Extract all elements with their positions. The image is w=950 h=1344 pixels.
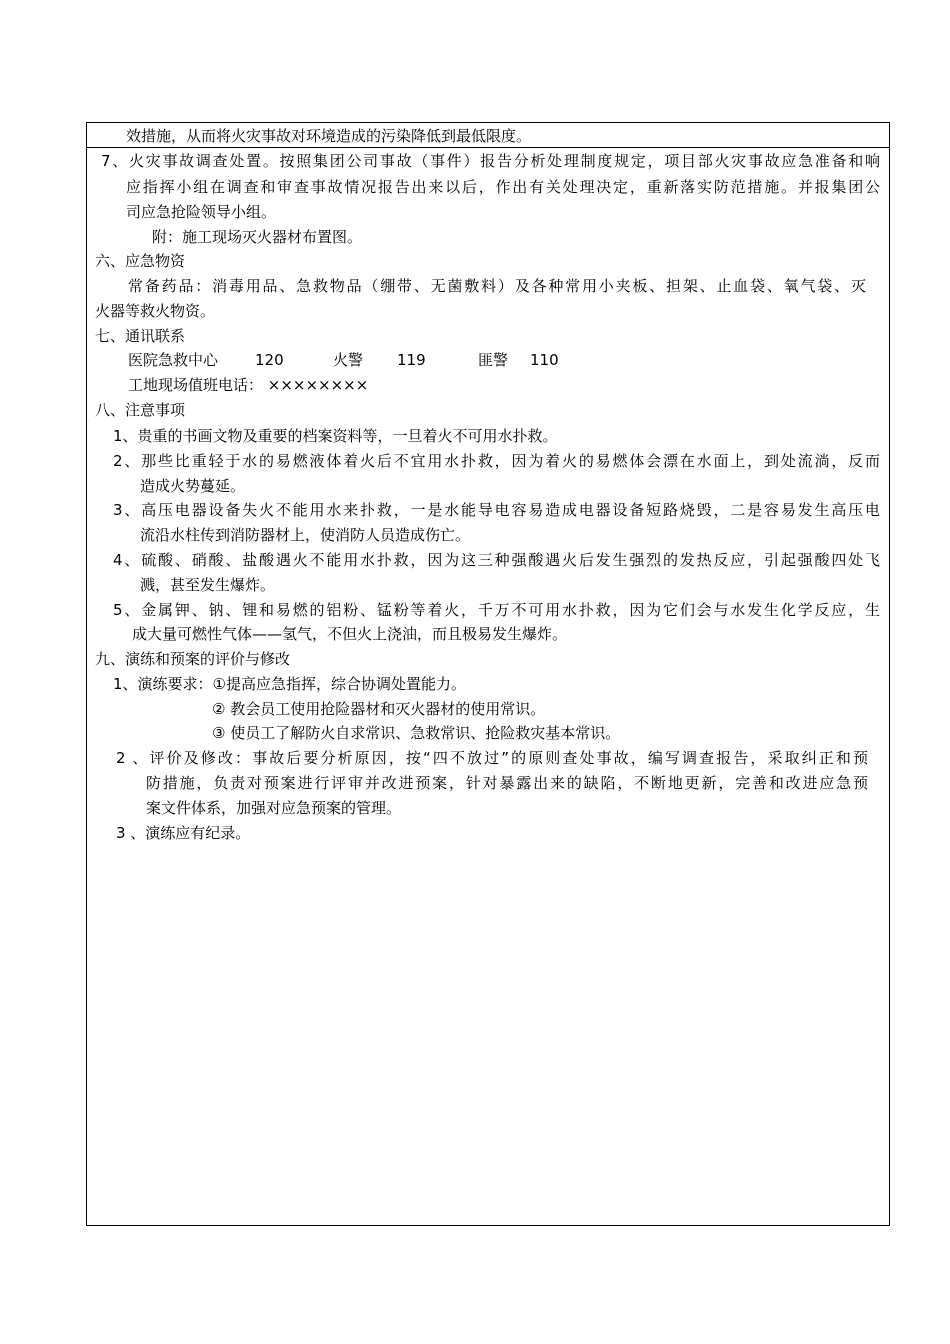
item7-line2: 应指挥小组在调查和审查事故情况报告出来以后，作出有关处理决定，重新落实防范措施。并报集团公 [126, 178, 880, 196]
section9-item2-line2: 防措施，负责对预案进行评审并改进预案，针对暴露出来的缺陷，不断地更新，完善和改进应急预 [146, 774, 868, 792]
hospital-number: 120 [255, 351, 284, 369]
fire-label: 火警 [333, 351, 364, 369]
item7-line1: 7、火灾事故调查处置。按照集团公司事故（事件）报告分析处理制度规定，项目部火灾事故应急准备和响 [101, 152, 880, 170]
attachment-note: 附：施工现场灭火器材布置图。 [152, 228, 363, 246]
section8-item5-line1: 5、金属钾、钠、锂和易燃的铝粉、锰粉等着火，千万不可用水扑救，因为它们会与水发生化学反应，生 [113, 601, 880, 619]
fire-number: 119 [397, 351, 426, 369]
duty-phone: 工地现场值班电话： ×××××××× [128, 376, 369, 394]
hospital-label: 医院急救中心 [128, 351, 219, 369]
section8-item4-line2: 溅，甚至发生爆炸。 [140, 576, 276, 594]
continuation-line: 效措施，从而将火灾事故对环境造成的污染降低到最低限度。 [126, 127, 532, 145]
section7-heading: 七、通讯联系 [95, 327, 186, 345]
section9-item1-b: ② 教会员工使用抢险器材和灭火器材的使用常识。 [212, 700, 546, 718]
section8-item4-line1: 4、硫酸、硝酸、盐酸遇火不能用水扑救，因为这三种强酸遇火后发生强烈的发热反应，引起强酸四处飞 [113, 551, 880, 569]
section8-heading: 八、注意事项 [95, 401, 186, 419]
section9-item2-line3: 案文件体系，加强对应急预案的管理。 [146, 799, 402, 817]
section9-item1-c: ③ 使员工了解防火自求常识、急救常识、抢险救灾基本常识。 [212, 724, 621, 742]
section9-item2-line1: 2 、评价及修改：事故后要分析原因，按“四不放过”的原则查处事故，编写调查报告，采取纠正和预 [116, 749, 868, 767]
police-label: 匪警 [478, 351, 509, 369]
section8-item1: 1、贵重的书画文物及重要的档案资料等，一旦着火不可用水扑救。 [113, 427, 558, 445]
section8-item3-line2: 流沿水柱传到消防器材上，使消防人员造成伤亡。 [140, 526, 471, 544]
section6-line2: 火器等救火物资。 [95, 302, 216, 320]
item7-line3: 司应急抢险领导小组。 [126, 203, 277, 221]
section8-item3-line1: 3、高压电器设备失火不能用水来扑救，一是水能导电容易造成电器设备短路烧毁，二是容易发生高压电 [113, 501, 880, 519]
section8-item2-line1: 2、那些比重轻于水的易燃液体着火后不宜用水扑救，因为着火的易燃体会漂在水面上，到处流淌，反而 [113, 452, 880, 470]
section6-heading: 六、应急物资 [95, 252, 186, 270]
section8-item5-line2: 成大量可燃性气体——氢气，不但火上浇油，而且极易发生爆炸。 [132, 625, 568, 643]
section9-item3: 3 、演练应有纪录。 [116, 824, 251, 842]
row-divider [86, 147, 890, 148]
section6-line1: 常备药品：消毒用品、急救物品（绷带、无菌敷料）及各种常用小夹板、担架、止血袋、氧气袋、灭 [128, 277, 866, 295]
police-number: 110 [530, 351, 559, 369]
section9-item1: 1、演练要求：①提高应急指挥，综合协调处置能力。 [113, 675, 466, 693]
section8-item2-line2: 造成火势蔓延。 [140, 477, 246, 495]
section9-heading: 九、演练和预案的评价与修改 [95, 650, 291, 668]
